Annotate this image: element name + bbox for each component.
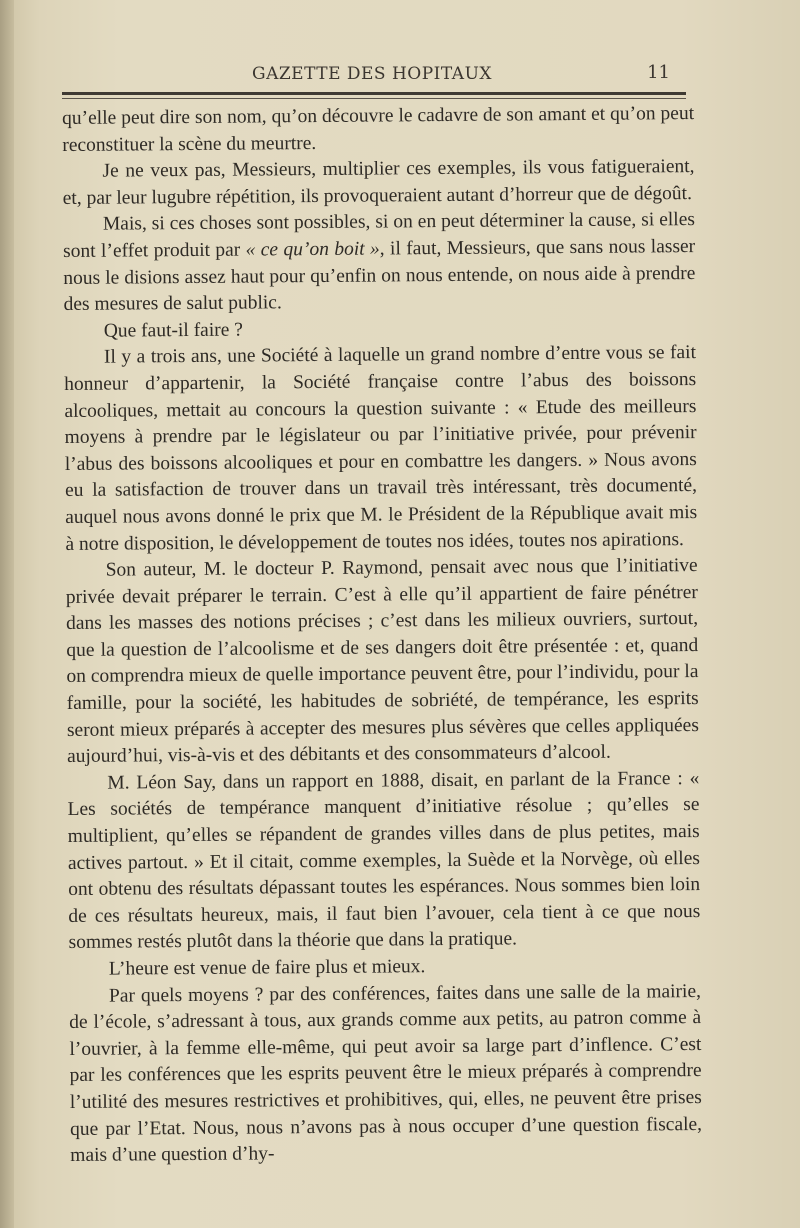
paragraph: Je ne veux pas, Messieurs, multiplier ces exemples, ils vous fatigueraient, et, par leur lugubre répétition, ils provoqueraient autant d’horreur que de dégoût. xyxy=(62,156,695,209)
italic-quote: « ce qu’on boit » xyxy=(245,238,380,261)
paragraph-text: , il faut, Messieurs, que sans nous lasser nous le disions assez haut pour qu’enfin on nous entende, on nous aide à prendre des mesures de salut public. xyxy=(63,236,696,316)
paragraph: Il y a trois ans, une Société à laquelle un grand nombre d’entre vous se fait honneur d’appartenir, la Société française contre l’abus des boissons alcooliques, mettait au concours la question suivante : « Etude des meilleurs moyens à prendre par le législateur ou par l’initiative privée, pour prévenir l’abus des boissons alcooliques et pour en combattre les dangers. » Nous avons eu la satisfaction de trouver dans un travail très intéressant, très documenté, auquel nous avons donné le prix que M. le Président de la République avait mis à notre disposition, le développement de toutes nos idées, toutes nos apirations. xyxy=(64,342,698,555)
header-rule-thick xyxy=(62,92,686,95)
paragraph: L’heure est venue de faire plus et mieux. xyxy=(108,956,426,980)
page-binding-edge xyxy=(0,0,14,1228)
page-number: 11 xyxy=(647,62,670,83)
paragraph-text: Mais, si ces choses sont possibles, si on en peut déterminer la cause, si elles sont l’effet produit par xyxy=(63,209,695,262)
paragraph: qu’elle peut dire son nom, qu’on découvre le cadavre de son amant et qu’on peut reconstituer la scène du meurtre. xyxy=(62,103,695,156)
article-body xyxy=(62,101,702,1170)
running-title: GAZETTE DES HOPITAUX xyxy=(252,64,493,84)
paragraph: Par quels moyens ? par des conférences, faites dans une salle de la mairie, de l’école, s’adressant à tous, aux grands comme aux petits, au patron comme à l’ouvrier, à la femme elle-même, qui peut avoir sa large part d’inflence. C’est par les conférences que les esprits peuvent être le mieux préparés à comprendre l’utilité des mesures restrictives et prohibitives, qui, elles, ne peuvent être prises que par l’Etat. Nous, nous n’avons pas à nous occuper d’une question fiscale, mais d’une question d’hy- xyxy=(69,980,703,1167)
header-rule-thin xyxy=(62,98,686,99)
paragraph: Que faut-il faire ? xyxy=(103,319,243,342)
paragraph xyxy=(63,207,696,318)
paragraph: Son auteur, M. le docteur P. Raymond, pensait avec nous que l’initiative privée devait préparer le terrain. C’est à elle qu’il appartient de faire pénétrer dans les masses des notions précises ; c’est dans les milieux ouvriers, surtout, que la question de l’alcoolisme et de ses dangers doit être présentée : et, quand on comprendra mieux de quelle importance peuvent être, pour l’individu, pour la famille, pour la société, les habitudes de sobriété, de tempérance, les esprits seront mieux préparés à accepter des mesures plus sévères que celles appliquées aujourd’hui, vis-à-vis et des débitants et des consommateurs d’alcool. xyxy=(65,555,699,768)
paragraph: M. Léon Say, dans un rapport en 1888, disait, en parlant de la France : « Les sociétés de tempérance manquent d’initiative résolue ; qu’elles se multiplient, qu’elles se répandent de grandes villes dans de plus petites, mais actives partout. » Et il citait, comme exemples, la Suède et la Norvège, où elles ont obtenu des résultats dépassant toutes les espérances. Nous sommes bien loin de ces résultats heureux, mais, il faut bien l’avouer, cela tient à ce que nous sommes restés plutôt dans la théorie que dans la pratique. xyxy=(67,767,701,954)
page-header xyxy=(62,58,688,90)
